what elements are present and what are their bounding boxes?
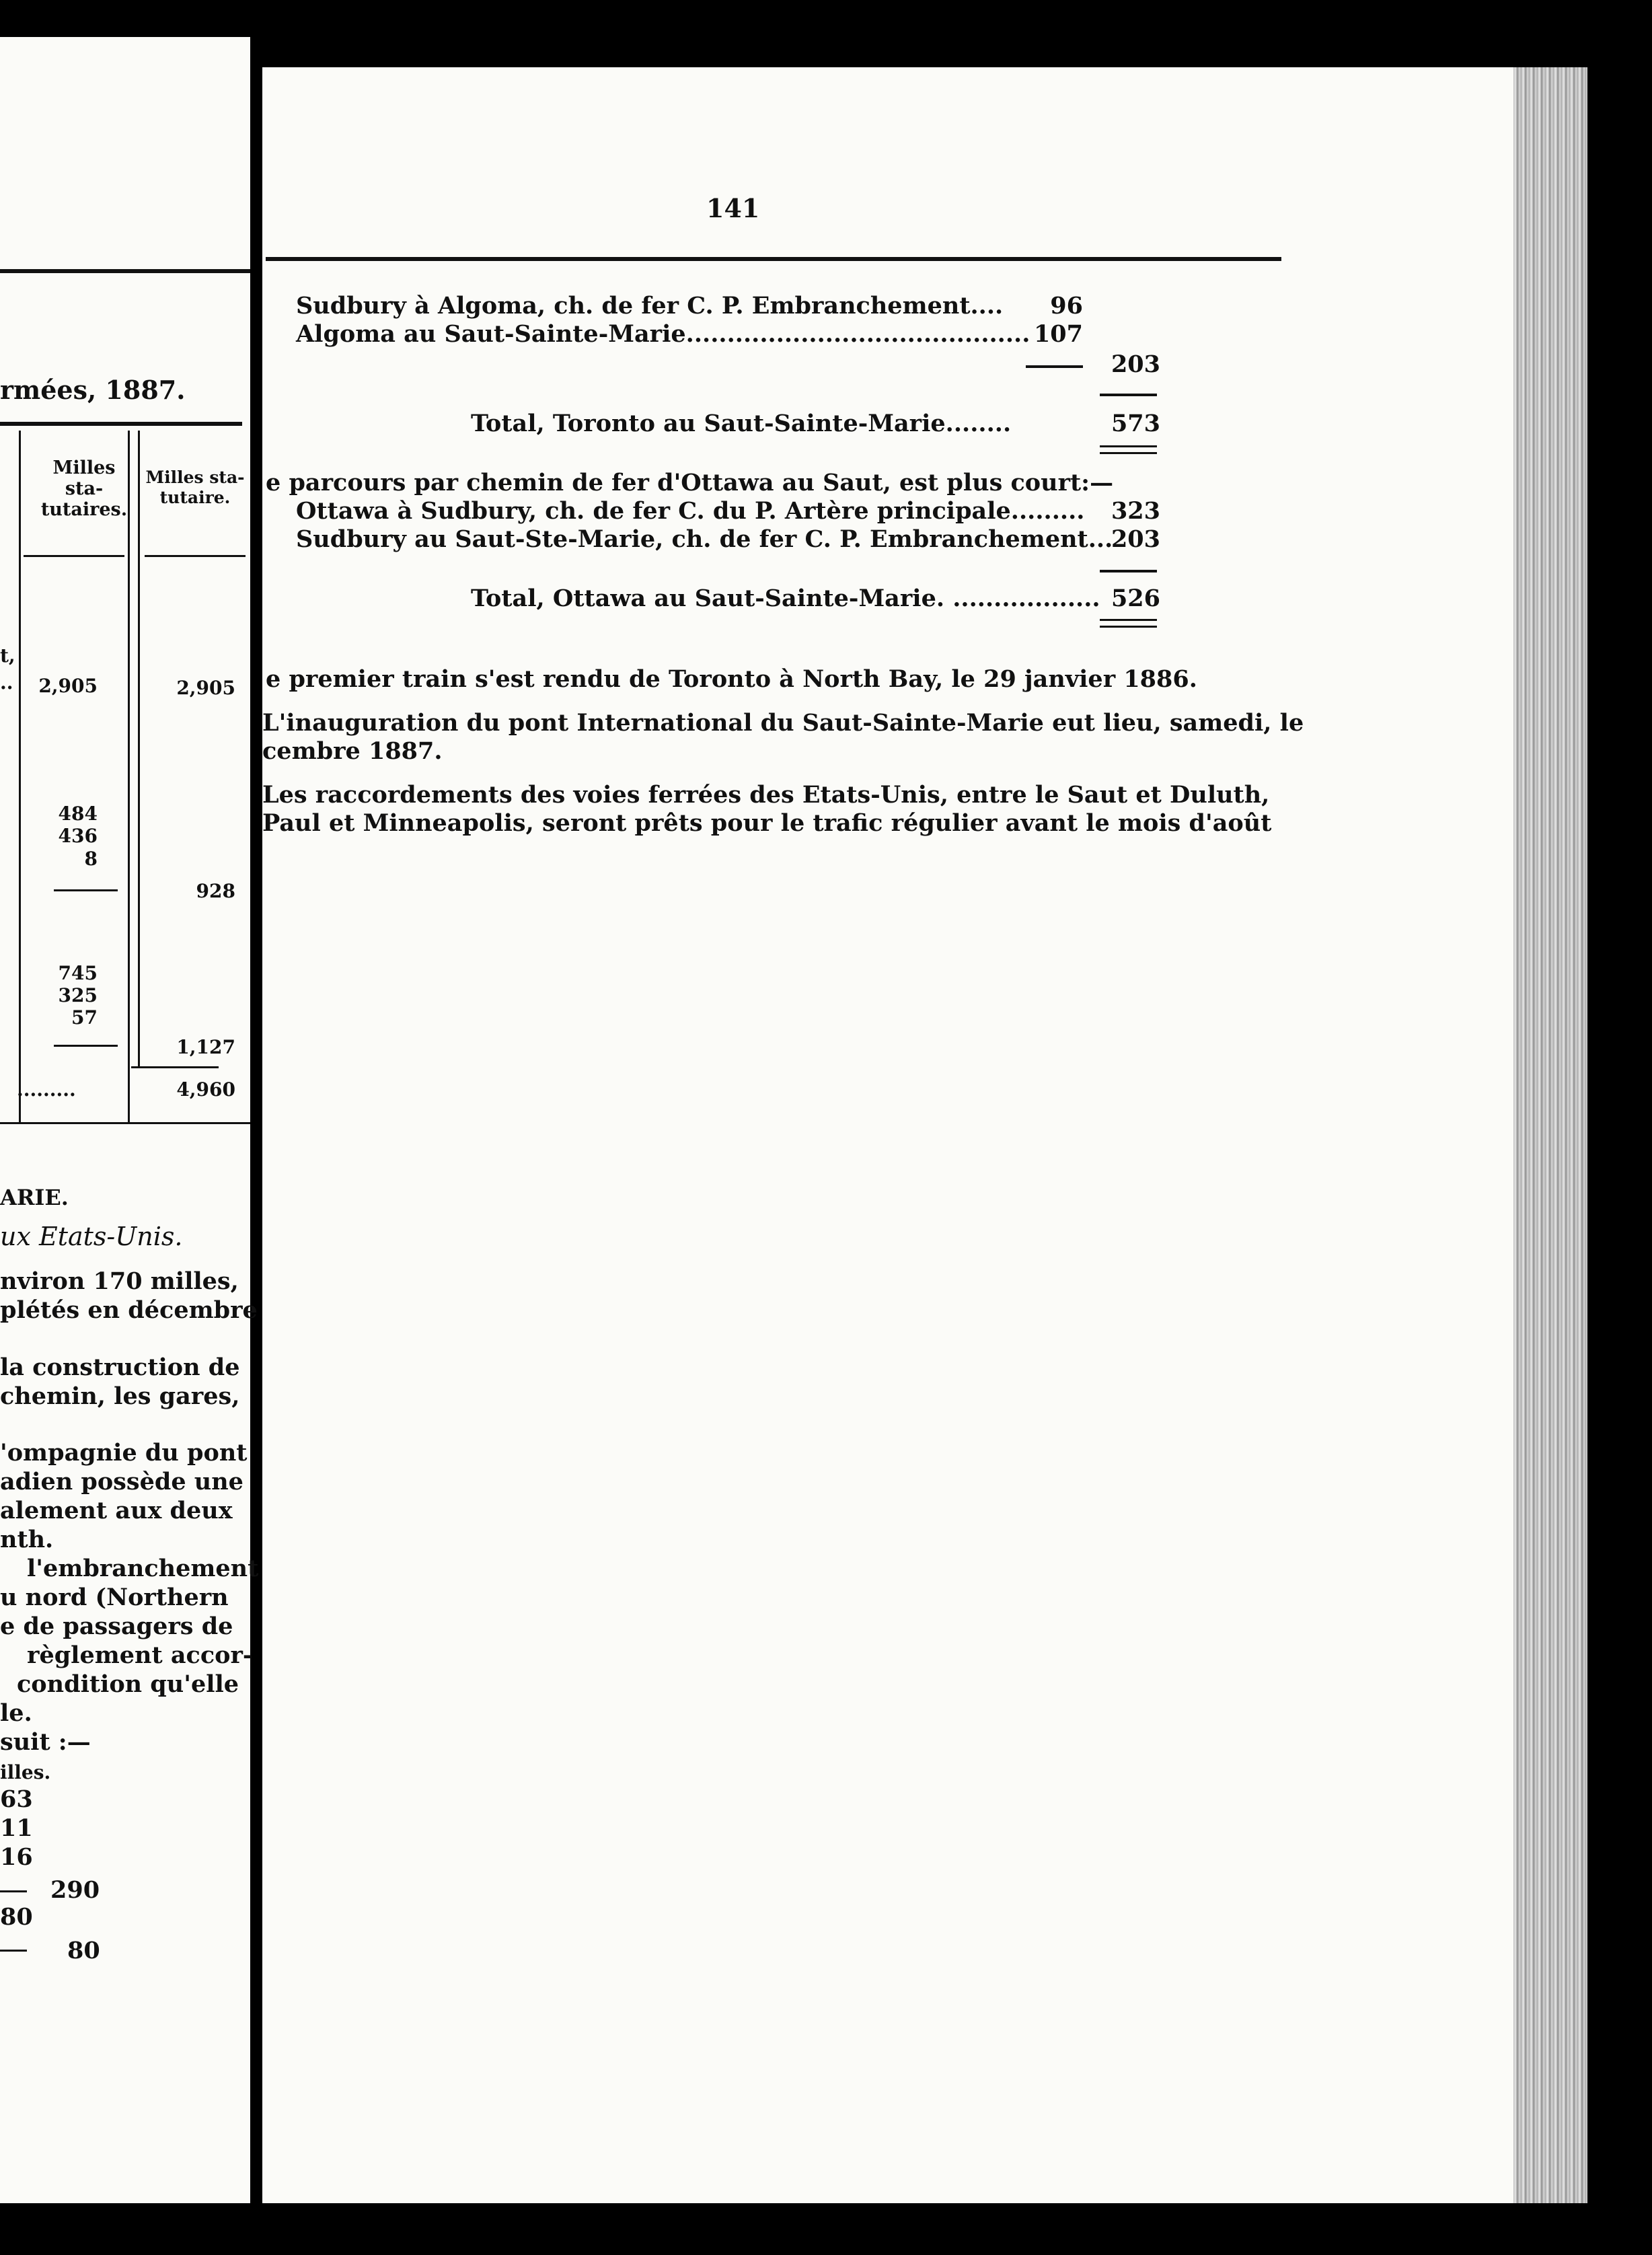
body-line: nth. (0, 1526, 54, 1553)
sum-rule (1100, 570, 1157, 572)
table-column-rule (128, 431, 130, 1123)
body-line: suit :— (0, 1728, 91, 1756)
route-line-sudbury-saut: Sudbury au Saut-Ste-Marie, ch. de fer C. P. Embranchement... (296, 525, 1113, 553)
bottom-total: 80 (67, 1937, 100, 1964)
table-cell: 325 (58, 984, 98, 1006)
sum-rule (0, 1950, 27, 1952)
col1-header: Milles sta- tutaires. (40, 457, 128, 520)
value-323: 323 (1111, 497, 1160, 525)
subtotal-203: 203 (1111, 350, 1160, 378)
body-line: chemin, les gares, (0, 1382, 240, 1410)
sum-rule (1026, 365, 1083, 368)
body-line: alement aux deux (0, 1497, 233, 1524)
row-mark: t, (0, 644, 15, 667)
table-top-rule (0, 422, 242, 426)
body-line: l'embranchement (27, 1555, 259, 1582)
page-edges (1513, 67, 1587, 2203)
table-cell: 436 (58, 825, 98, 847)
body-line: u nord (Northern (0, 1584, 229, 1611)
value-107: 107 (1033, 320, 1083, 348)
header-rule (266, 257, 1281, 261)
sum-rule (54, 1045, 118, 1047)
route-line-ottawa-sudbury: Ottawa à Sudbury, ch. de fer C. du P. Artère principale......... (296, 497, 1085, 525)
body-line: plétés en décembre (0, 1296, 258, 1324)
left-page (0, 37, 253, 2203)
table-cell: 8 (84, 848, 98, 870)
header-rule (145, 555, 246, 557)
route-line-algoma-saut: Algoma au Saut-Sainte-Marie.......................................... (296, 320, 1030, 348)
bottom-total: 290 (50, 1876, 100, 1904)
paragraph-connections: Les raccordements des voies ferrées des Etats-Unis, entre le Saut et Duluth, (262, 781, 1270, 809)
table-cell: 2,905 (38, 675, 98, 697)
route-line-sudbury-algoma: Sudbury à Algoma, ch. de fer C. P. Embranchement.... (296, 292, 1004, 320)
paragraph-inauguration: L'inauguration du pont International du Saut-Sainte-Marie eut lieu, samedi, le (262, 709, 1304, 737)
table-cell: 928 (196, 880, 235, 902)
total-toronto-saut: Total, Toronto au Saut-Sainte-Marie........ (471, 410, 1012, 437)
value-96: 96 (1050, 292, 1083, 320)
left-heading: rmées, 1887. (0, 375, 186, 405)
ottawa-intro: e parcours par chemin de fer d'Ottawa au Saut, est plus court:— (266, 469, 1114, 496)
table-cell: 484 (58, 803, 98, 825)
table-cell: 4,960 (176, 1078, 235, 1101)
table-cell: 745 (58, 962, 98, 984)
header-rule (0, 269, 250, 273)
table-column-rule (19, 431, 21, 1123)
value-573: 573 (1111, 410, 1160, 437)
sum-rule (54, 889, 118, 891)
double-rule (1100, 445, 1157, 447)
body-line: e de passagers de (0, 1613, 233, 1640)
body-line: nviron 170 milles, (0, 1267, 239, 1295)
book-spine (250, 0, 262, 2255)
body-line: 'ompagnie du pont (0, 1439, 248, 1467)
row-mark: ......... (17, 1078, 76, 1101)
sum-rule (1100, 394, 1157, 396)
table-bottom-rule (0, 1122, 250, 1124)
bottom-column-header: illes. (0, 1761, 51, 1783)
section-subtitle: ux Etats-Unis. (0, 1222, 183, 1251)
col2-header: Milles sta- tutaire. (145, 468, 245, 507)
body-line: la construction de (0, 1354, 240, 1381)
body-line: condition qu'elle (17, 1670, 239, 1698)
paragraph-inauguration-cont: cembre 1887. (262, 737, 443, 765)
bottom-value: 63 (0, 1785, 33, 1813)
sum-rule (131, 1066, 219, 1068)
paragraph-first-train: e premier train s'est rendu de Toronto à North Bay, le 29 janvier 1886. (266, 665, 1197, 693)
body-line: règlement accor- (27, 1641, 253, 1669)
row-mark: .. (0, 671, 13, 694)
value-526: 526 (1111, 585, 1160, 612)
table-cell: 2,905 (176, 677, 235, 699)
page-number: 141 (706, 193, 760, 223)
sum-rule (0, 1890, 27, 1892)
bottom-value: 16 (0, 1843, 33, 1871)
body-line: le. (0, 1699, 32, 1727)
bottom-value: 80 (0, 1903, 33, 1931)
double-rule (1100, 452, 1157, 454)
header-rule (24, 555, 124, 557)
bottom-value: 11 (0, 1814, 33, 1842)
value-203: 203 (1111, 525, 1160, 553)
table-cell: 57 (71, 1006, 98, 1029)
table-cell: 1,127 (176, 1036, 235, 1058)
double-rule (1100, 619, 1157, 621)
paragraph-connections-cont: Paul et Minneapolis, seront prêts pour le trafic régulier avant le mois d'août (262, 809, 1272, 837)
table-column-rule (138, 431, 140, 1066)
body-line: adien possède une (0, 1468, 243, 1495)
total-ottawa-saut: Total, Ottawa au Saut-Sainte-Marie. .................. (471, 585, 1100, 612)
right-page (262, 67, 1527, 2203)
section-title: ARIE. (0, 1185, 69, 1210)
double-rule (1100, 626, 1157, 628)
